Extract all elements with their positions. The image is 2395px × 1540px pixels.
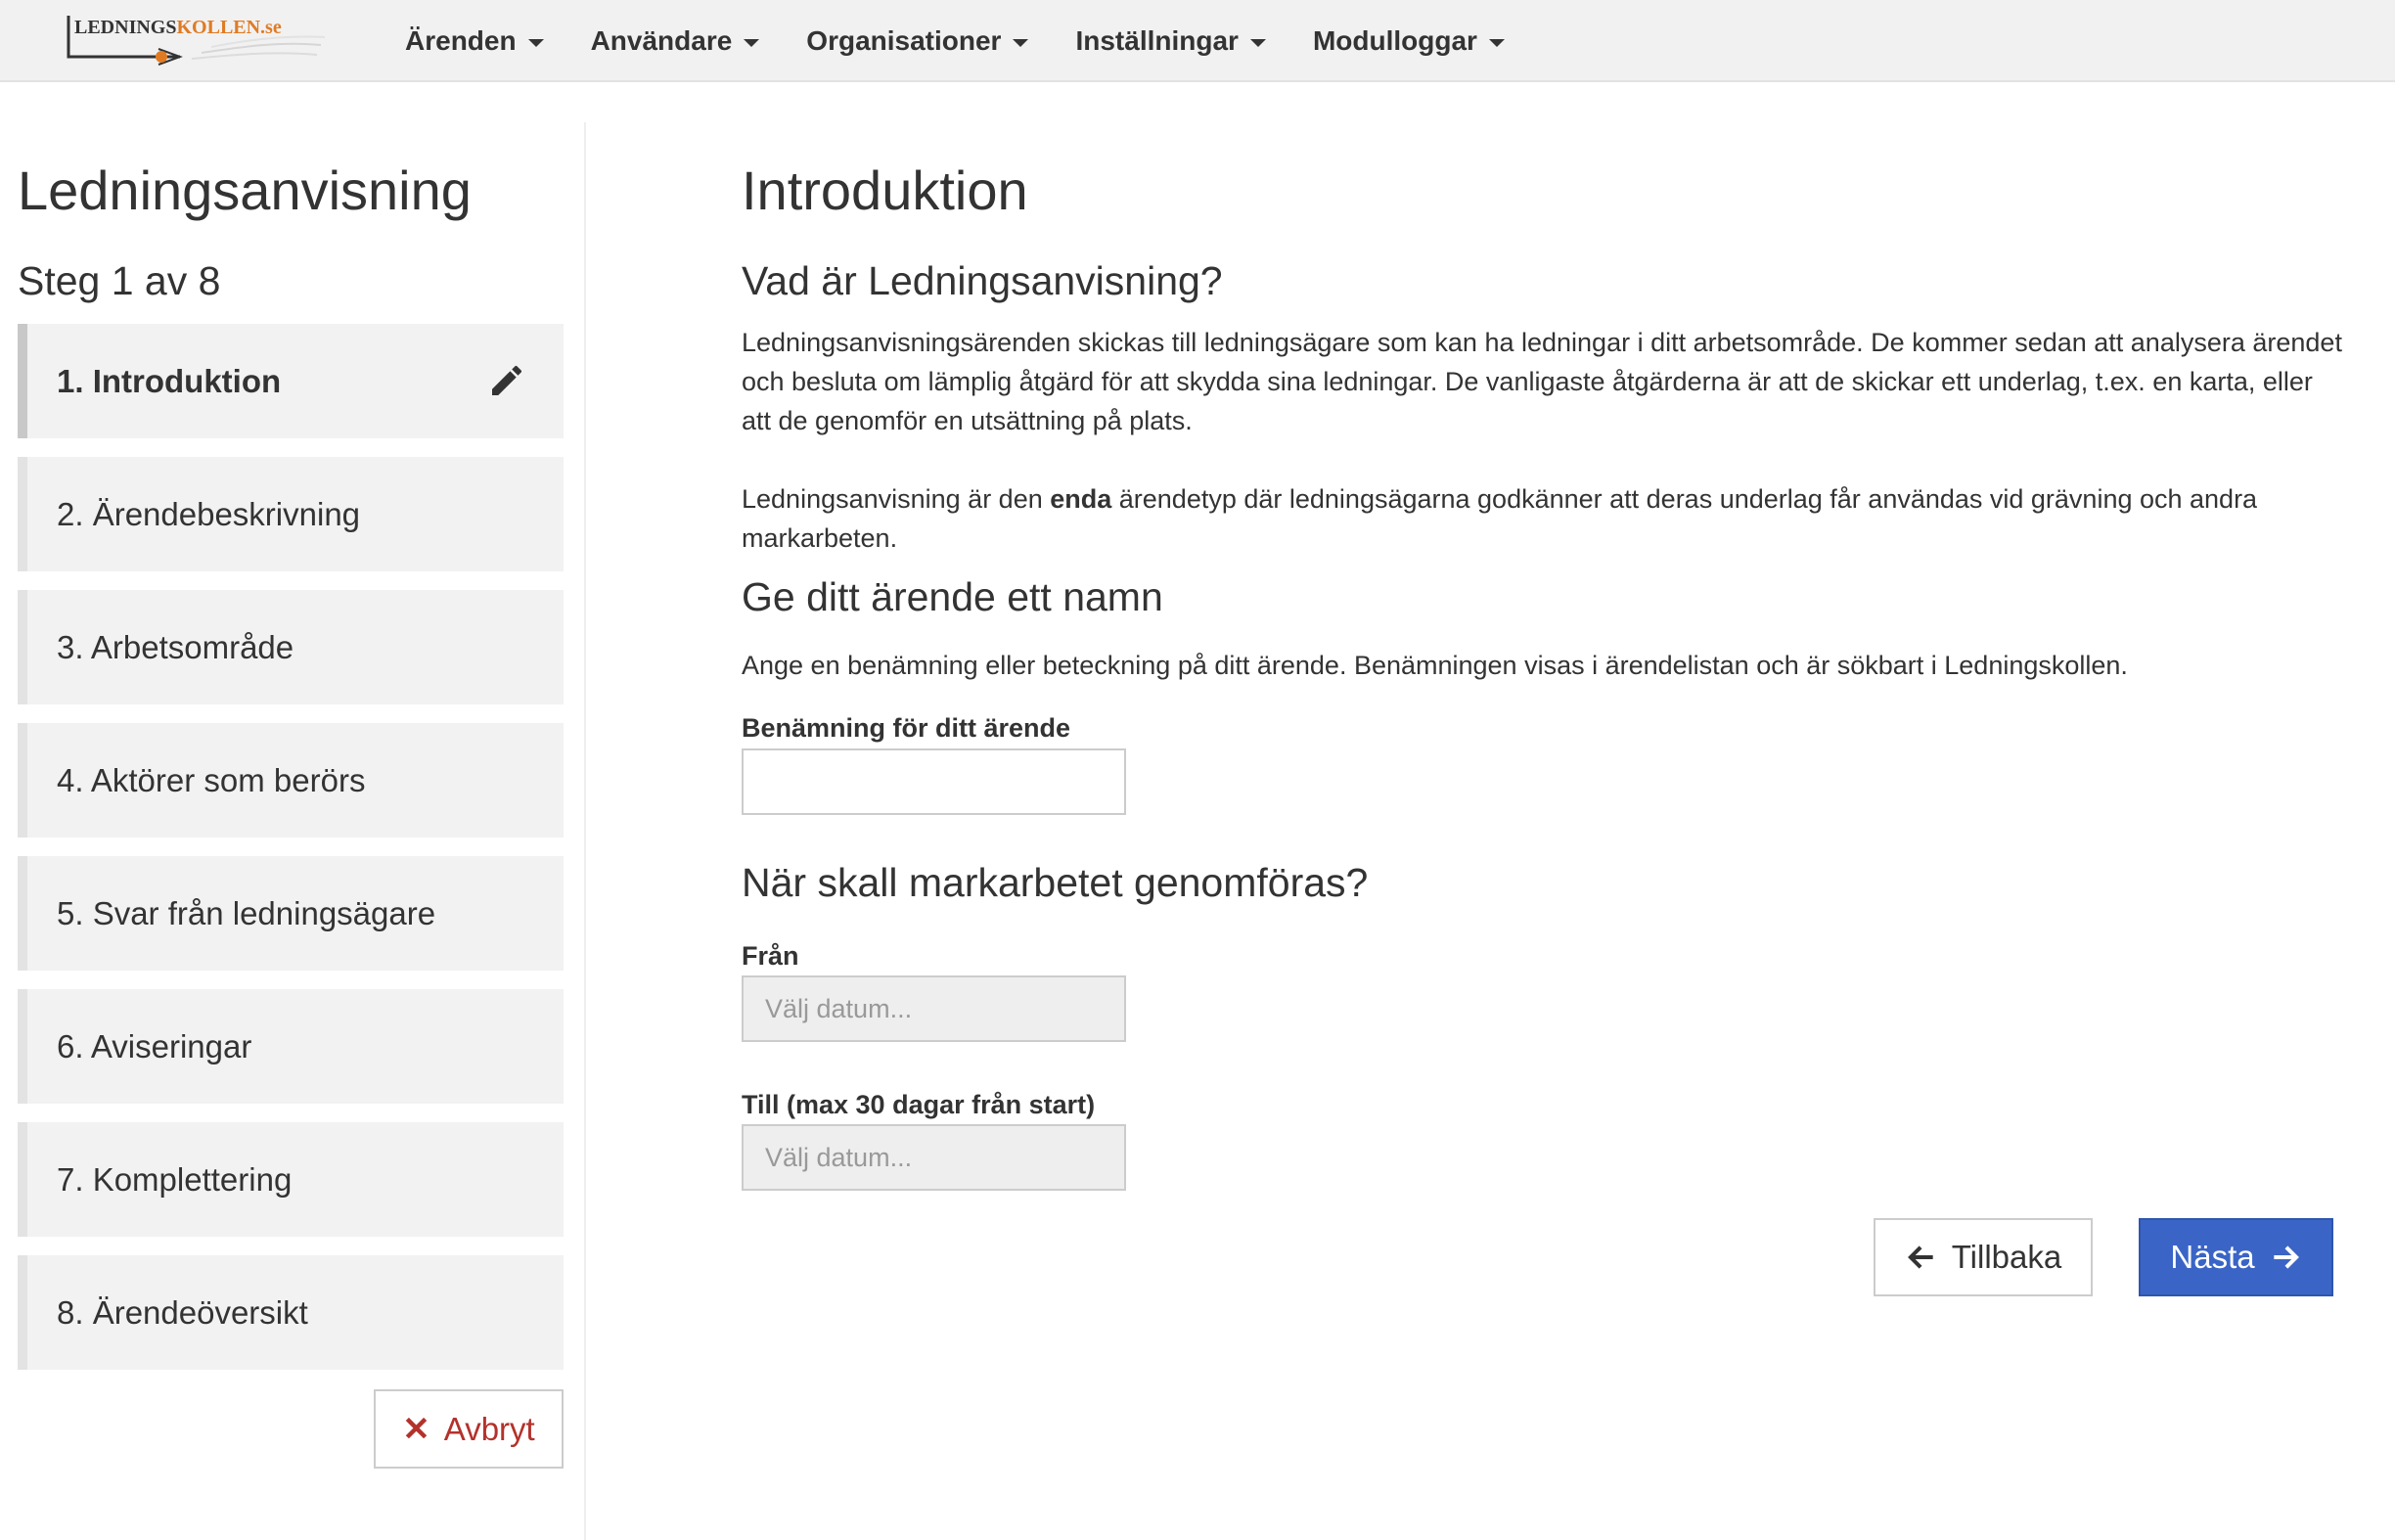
intro-paragraph-exclusive <box>742 479 2346 558</box>
case-name-input[interactable] <box>742 748 1126 815</box>
nav-item-installningar[interactable] <box>1052 25 1288 57</box>
caret-down-icon <box>1013 39 1028 47</box>
emphasis-enda: enda <box>1050 484 1112 514</box>
case-name-label: Benämning för ditt ärende <box>742 713 1071 743</box>
step-arendeoversikt[interactable] <box>18 1255 564 1370</box>
date-to-input[interactable] <box>742 1124 1126 1191</box>
intro-paragraph: Ledningsanvisningsärenden skickas till ledningsägare som kan ha ledningar i ditt arbetsområde. De kommer sedan att analysera ärendet och besluta om lämplig åtgärd för att skydda sina ledningar. De vanligaste åtgärderna är att de skickar ett underlag, t.ex. en karta, eller att de genomför en utsättning på plats. <box>742 328 2342 435</box>
close-icon: ✕ <box>402 1410 430 1448</box>
step-label: 7. Komplettering <box>57 1160 293 1198</box>
wizard-step-list <box>18 324 564 1388</box>
pencil-icon <box>487 361 526 400</box>
date-to-label: Till (max 30 dagar från start) <box>742 1090 1096 1119</box>
step-introduktion[interactable] <box>18 324 564 438</box>
nav-item-label: Modulloggar <box>1312 25 1477 56</box>
logo-text-main: LEDNINGS <box>74 17 177 38</box>
name-description: Ange en benämning eller beteckning på ditt ärende. Benämningen visas i ärendelistan och är sökbart i Ledningskollen. <box>742 651 2128 680</box>
paragraph-text: ärendetyp där ledningsägarna godkänner att deras underlag får användas vid grävning och andra markarbeten. <box>742 484 2258 553</box>
step-label: 4. Aktörer som berörs <box>57 761 366 798</box>
page-title: Introduktion <box>742 159 1028 221</box>
step-arbetsomrade[interactable] <box>18 590 564 704</box>
next-button[interactable] <box>2139 1218 2333 1296</box>
nav-item-label: Organisationer <box>806 25 1002 56</box>
step-label: 2. Ärendebeskrivning <box>57 495 361 532</box>
sidebar-divider <box>584 122 586 1540</box>
arrow-left-icon <box>1905 1242 1936 1273</box>
wizard-title: Ledningsanvisning <box>18 159 472 221</box>
main-menu <box>382 0 1528 82</box>
nav-item-organisationer[interactable] <box>783 25 1052 57</box>
back-label: Tillbaka <box>1951 1239 2062 1275</box>
svg-text:LEDNINGSKOLLEN.se <box>74 17 282 38</box>
nav-item-label: Användare <box>590 25 733 56</box>
caret-down-icon <box>1250 39 1266 47</box>
step-komplettering[interactable] <box>18 1122 564 1237</box>
nav-item-anvandare[interactable] <box>567 25 784 57</box>
section-heading-dates: När skall markarbetet genomföras? <box>742 860 1369 905</box>
next-label: Nästa <box>2170 1239 2255 1275</box>
nav-item-arenden[interactable] <box>382 25 567 57</box>
step-indicator: Steg 1 av 8 <box>18 258 221 303</box>
step-label: 3. Arbetsområde <box>57 628 294 665</box>
nav-item-label: Ärenden <box>405 25 517 56</box>
arrow-right-icon <box>2271 1242 2302 1273</box>
cancel-button[interactable] <box>374 1389 564 1469</box>
step-label: 6. Aviseringar <box>57 1027 252 1064</box>
step-label: 8. Ärendeöversikt <box>57 1293 308 1331</box>
caret-down-icon <box>1489 39 1505 47</box>
step-label: 5. Svar från ledningsägare <box>57 894 436 931</box>
cancel-label: Avbryt <box>443 1410 535 1447</box>
date-from-label: Från <box>742 941 799 971</box>
caret-down-icon <box>744 39 759 47</box>
back-button[interactable] <box>1874 1218 2093 1296</box>
logo-text-accent: KOLLEN.se <box>176 17 282 38</box>
step-label: 1. Introduktion <box>57 362 282 399</box>
step-aktorer-som-berors[interactable] <box>18 723 564 838</box>
caret-down-icon <box>528 39 544 47</box>
nav-item-modulloggar[interactable] <box>1289 25 1528 57</box>
step-arendebeskrivning[interactable] <box>18 457 564 571</box>
paragraph-text: Ledningsanvisning är den <box>742 484 1051 514</box>
top-navbar <box>0 0 2395 82</box>
step-svar-fran-ledningsagare[interactable] <box>18 856 564 971</box>
date-from-input[interactable] <box>742 975 1126 1042</box>
logo-graphic <box>65 12 329 68</box>
step-aviseringar[interactable] <box>18 989 564 1104</box>
ledningskollen-logo[interactable] <box>65 12 329 68</box>
section-heading-what-is: Vad är Ledningsanvisning? <box>742 258 1223 303</box>
nav-item-label: Inställningar <box>1075 25 1239 56</box>
section-heading-name: Ge ditt ärende ett namn <box>742 574 1163 619</box>
